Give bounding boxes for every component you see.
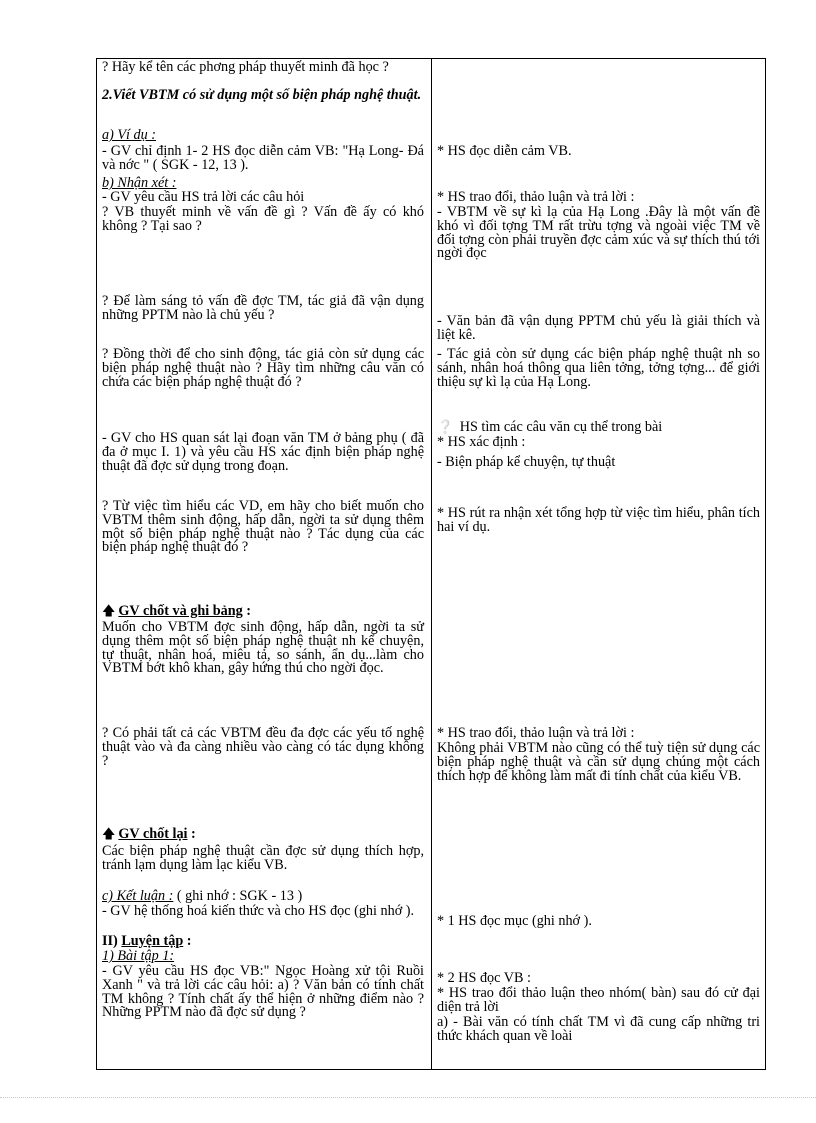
answer-read-memo: * 1 HS đọc mục (ghi nhớ ).	[437, 913, 592, 929]
answer-discuss-2: * HS trao đổi, thảo luận và trả lời :	[437, 725, 635, 741]
answer-art-devices: - Tác giả còn sử dụng các biện pháp nghệ thuật nh so sánh, nhân hoá thông qua liên tởng, tởng tợng... để giới thiệu sự kì lạ của Hạ Long.	[437, 346, 760, 390]
arrow-up-icon: 🡅	[102, 826, 116, 841]
conclusion-ref: ( ghi nhớ : SGK - 13 )	[173, 888, 303, 904]
question-methods-used: ? Để làm sáng tỏ vấn đề đợc TM, tác giả đã vận dụng những PPTM nào là chủ yếu ?	[102, 293, 424, 323]
answer-all-texts: Không phải VBTM nào cũng có thể tuỳ tiện sử dụng các biện pháp nghệ thuật và cần sử dụng chúng một cách thích hợp để không làm mất đi tính chất của kiểu VB.	[437, 740, 760, 784]
answer-methods: - Văn bản đã vận dụng PPTM chủ yếu là giải thích và liệt kê.	[437, 313, 760, 343]
conclusion-2-label: GV chốt lại	[118, 826, 188, 842]
answer-identify-result: - Biện pháp kể chuyện, tự thuật	[437, 454, 616, 470]
conclusion-1-heading	[102, 604, 424, 619]
example-label	[102, 129, 424, 143]
answer-exercise-a: a) - Bài văn có tính chất TM vì đã cung cấp những tri thức khách quan về loài	[437, 1014, 760, 1044]
section-heading-2: 2.Viết VBTM có sử dụng một số biện pháp nghệ thuật.	[102, 87, 422, 103]
answer-read: * HS đọc diễn cảm VB.	[437, 143, 572, 159]
conclusion-2-heading	[102, 827, 424, 842]
remark-instruction: - GV yêu cầu HS trả lời các câu hỏi	[102, 189, 305, 205]
conclusion-label-text: c) Kết luận :	[102, 888, 174, 904]
question-methods: ? Hãy kể tên các phơng pháp thuyết minh đã học ?	[102, 59, 389, 75]
conclusion-2-colon: :	[187, 826, 196, 842]
conclusion-1-colon: :	[242, 603, 251, 619]
conclusion-2-text: Các biện pháp nghệ thuật cần đợc sử dụng thích hợp, tránh lạm dụng làm lạc kiểu VB.	[102, 843, 424, 873]
conclusion-label	[102, 890, 424, 904]
exercise-1-label-text: 1) Bài tập 1:	[102, 948, 175, 964]
answer-topic: - VBTM về sự kì lạ của Hạ Long .Đây là một vấn đề khó vì đối tợng TM rất trừu tợng và ngoài việc TM về đối tợng còn phải truyền đợc cảm xúc và sự thích thú tới ngời đọc	[437, 204, 760, 262]
answer-read-text: * 2 HS đọc VB :	[437, 970, 531, 986]
answer-group-discuss: * HS trao đổi thảo luận theo nhóm( bàn) sau đó cử đại diện trả lời	[437, 985, 760, 1015]
answer-find-sentences-text: HS tìm các câu văn cụ thể trong bài	[456, 419, 663, 435]
exercise-1-text: - GV yêu cầu HS đọc VB:" Ngọc Hoàng xử tội Ruồi Xanh " và trả lời các câu hỏi: a) ? Văn bản có tính chất TM không ? Tính chất ấy thể hiện ở những điểm nào ? Những PPTM nào đã đợc sử dụng ?	[102, 963, 424, 1021]
question-summary: ? Từ việc tìm hiểu các VD, em hãy cho biết muốn cho VBTM thêm sinh động, hấp dẫn, ngời ta sử dụng thêm một số biện pháp nghệ thuật nào ? Tác dụng của các biện pháp nghệ thuật đó ?	[102, 498, 424, 556]
example-label-text: a) Ví dụ :	[102, 127, 156, 143]
conclusion-1-text: Muốn cho VBTM đợc sinh động, hấp dẫn, ngời ta sử dụng thêm một số biện pháp nghệ thuật nh kể chuyện, tự thuật, nhân hoá, miêu tả, so sánh, ẩn dụ...làm cho VBTM bớt khô khan, gây hứng thú cho ngời đọc.	[102, 619, 424, 677]
practice-number: II)	[102, 933, 122, 949]
question-topic: ? VB thuyết minh về vấn đề gì ? Vấn đề ấy có khó không ? Tại sao ?	[102, 204, 424, 234]
answer-discuss: * HS trao đổi, thảo luận và trả lời :	[437, 189, 635, 205]
exercise-1-label	[102, 950, 424, 964]
question-circle-icon: ❔	[437, 419, 454, 434]
instruction-board: - GV cho HS quan sát lại đoạn văn TM ở bảng phụ ( đã đa ở mục I. 1) và yêu cầu HS xác định biện pháp nghệ thuật đã đợc sử dụng trong đoạn.	[102, 430, 424, 474]
question-art-devices: ? Đồng thời để cho sinh động, tác giả còn sử dụng các biện pháp nghệ thuật nào ? Hãy tìm những câu văn có chứa các biện pháp nghệ thuật đó ?	[102, 346, 424, 390]
practice-label: Luyện tập	[121, 933, 184, 949]
remark-label-text: b) Nhận xét :	[102, 175, 177, 191]
practice-heading	[102, 935, 424, 949]
arrow-up-icon: 🡅	[102, 603, 116, 618]
practice-colon: :	[183, 933, 192, 949]
page-separator	[0, 1097, 816, 1099]
answer-identify: * HS xác định :	[437, 434, 526, 450]
conclusion-1-label: GV chốt và ghi bảng	[118, 603, 243, 619]
lesson-table	[96, 58, 766, 1070]
answer-find-sentences	[437, 420, 760, 435]
column-divider	[431, 59, 432, 1069]
example-instruction: - GV chỉ định 1- 2 HS đọc diễn cảm VB: "Hạ Long- Đá và nớc " ( SGK - 12, 13 ).	[102, 143, 424, 173]
answer-summary: * HS rút ra nhận xét tổng hợp từ việc tìm hiểu, phân tích hai ví dụ.	[437, 505, 760, 535]
question-all-texts: ? Có phải tất cả các VBTM đều đa đợc các yếu tố nghệ thuật vào và đa càng nhiều vào càng có tác dụng không ?	[102, 725, 424, 769]
conclusion-instruction: - GV hệ thống hoá kiến thức và cho HS đọc (ghi nhớ ).	[102, 903, 415, 919]
